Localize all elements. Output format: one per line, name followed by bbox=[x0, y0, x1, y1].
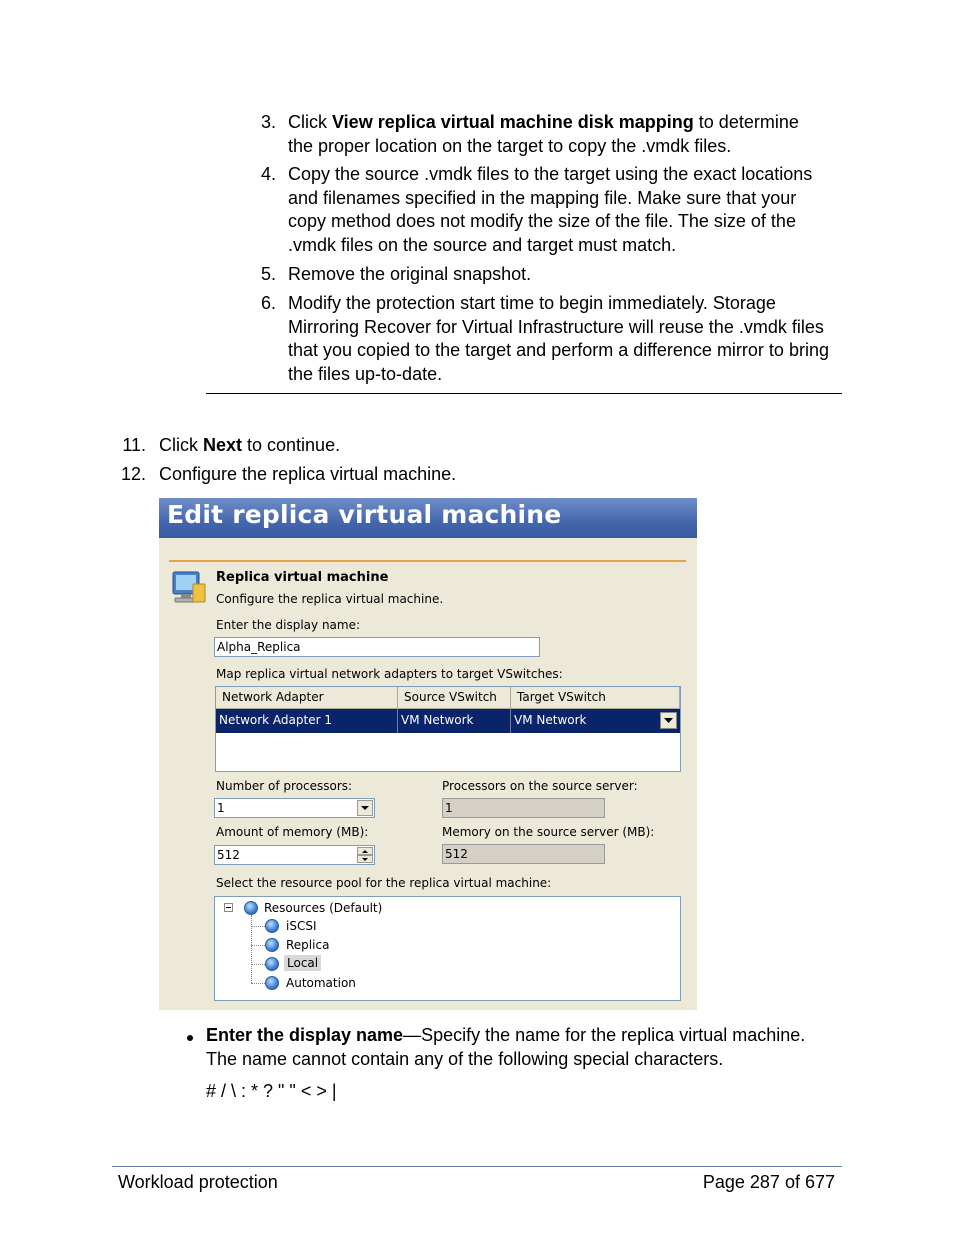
step-number: 3. bbox=[260, 112, 276, 132]
edit-replica-vm-screenshot bbox=[159, 498, 697, 1010]
step-text: Copy the source .vmdk files to the target using the exact locations and filenames specified in the mapping file. Make sure that your copy method does not modify the size of the file. The size of the .vmdk files on the source and target must match. bbox=[288, 164, 813, 255]
display-name-input[interactable]: Alpha_Replica bbox=[214, 637, 540, 657]
special-characters: # / \ : * ? " " < > | bbox=[206, 1081, 337, 1101]
section-title: Replica virtual machine bbox=[216, 570, 389, 585]
page-number: Page 287 of 677 bbox=[702, 1172, 835, 1192]
resource-pool-icon bbox=[265, 919, 279, 933]
source-memory-label: Memory on the source server (MB): bbox=[442, 825, 655, 839]
grid-header-target-vswitch[interactable]: Target VSwitch bbox=[511, 687, 680, 709]
grid-header-network-adapter[interactable]: Network Adapter bbox=[216, 687, 398, 709]
tree-node-resources-default[interactable]: Resources (Default) bbox=[264, 901, 383, 915]
step-text: Click Next to continue. bbox=[159, 435, 341, 455]
processors-dropdown-button[interactable] bbox=[357, 800, 373, 816]
resource-pool-icon bbox=[265, 938, 279, 952]
tree-line bbox=[251, 926, 265, 927]
step-number: 11. bbox=[122, 435, 146, 455]
source-processors-field: 1 bbox=[442, 798, 605, 818]
step-text: Modify the protection start time to begin immediately. Storage Mirroring Recover for Virtual Infrastructure will reuse the .vmdk files that you copied to the target and perform a difference mirror to bring the files up-to-date. bbox=[288, 293, 829, 384]
footer-rule bbox=[112, 1166, 842, 1167]
memory-value: 512 bbox=[217, 848, 240, 862]
screenshot-header bbox=[159, 498, 697, 538]
step-text: Remove the original snapshot. bbox=[288, 264, 532, 284]
step-number: 6. bbox=[260, 293, 276, 313]
step-text: Click View replica virtual machine disk mapping to determine the proper location on the target to copy the .vmdk files. bbox=[288, 112, 799, 156]
step-number: 4. bbox=[260, 164, 276, 184]
resource-pool-label: Select the resource pool for the replica virtual machine: bbox=[216, 876, 552, 890]
step-number: 12. bbox=[120, 464, 146, 484]
grid-cell-source-vswitch[interactable]: VM Network bbox=[398, 709, 511, 733]
chevron-down-icon bbox=[358, 856, 372, 863]
tree-node-local-selected[interactable]: Local bbox=[284, 955, 321, 971]
resource-pool-icon bbox=[244, 901, 258, 915]
source-processors-label: Processors on the source server: bbox=[442, 779, 638, 793]
tree-node-replica[interactable]: Replica bbox=[286, 938, 330, 952]
bullet-text: Enter the display name—Specify the name for the replica virtual machine. The name cannot contain any of the following special characters. bbox=[206, 1025, 806, 1069]
grid-cell-target-vswitch[interactable] bbox=[511, 709, 680, 733]
memory-label: Amount of memory (MB): bbox=[216, 825, 369, 839]
step-text: Configure the replica virtual machine. bbox=[159, 464, 457, 484]
chevron-down-icon bbox=[661, 713, 676, 728]
memory-stepper[interactable] bbox=[214, 845, 375, 865]
display-name-label: Enter the display name: bbox=[216, 618, 361, 632]
chevron-down-icon bbox=[358, 801, 372, 815]
tree-node-iscsi[interactable]: iSCSI bbox=[286, 919, 317, 933]
memory-up-button[interactable] bbox=[357, 847, 373, 855]
header-separator bbox=[169, 560, 686, 562]
section-subtitle: Configure the replica virtual machine. bbox=[216, 592, 444, 606]
resource-pool-tree[interactable] bbox=[214, 896, 681, 1001]
source-memory-field: 512 bbox=[442, 844, 605, 864]
processors-label: Number of processors: bbox=[216, 779, 353, 793]
tree-line bbox=[251, 983, 265, 984]
map-label: Map replica virtual network adapters to target VSwitches: bbox=[216, 667, 563, 681]
chevron-up-icon bbox=[358, 848, 372, 855]
divider bbox=[206, 393, 842, 394]
processors-value: 1 bbox=[217, 801, 225, 815]
processors-select[interactable] bbox=[214, 798, 375, 818]
tree-line bbox=[251, 964, 265, 965]
computer-icon bbox=[169, 570, 207, 606]
grid-header-source-vswitch[interactable]: Source VSwitch bbox=[398, 687, 511, 709]
footer-section-name: Workload protection bbox=[118, 1172, 278, 1192]
tree-node-automation[interactable]: Automation bbox=[286, 976, 356, 990]
target-vswitch-dropdown-button[interactable] bbox=[660, 712, 677, 729]
screenshot-title: Edit replica virtual machine bbox=[167, 500, 562, 529]
grid-cell-network-adapter[interactable]: Network Adapter 1 bbox=[216, 709, 398, 733]
step-number: 5. bbox=[260, 264, 276, 284]
bullet-dot bbox=[187, 1035, 193, 1041]
memory-down-button[interactable] bbox=[357, 855, 373, 863]
resource-pool-icon bbox=[265, 976, 279, 990]
tree-line bbox=[251, 945, 265, 946]
target-vswitch-value: VM Network bbox=[514, 713, 587, 727]
resource-pool-icon bbox=[265, 957, 279, 971]
network-adapter-grid bbox=[215, 686, 681, 772]
collapse-icon[interactable] bbox=[224, 903, 233, 912]
